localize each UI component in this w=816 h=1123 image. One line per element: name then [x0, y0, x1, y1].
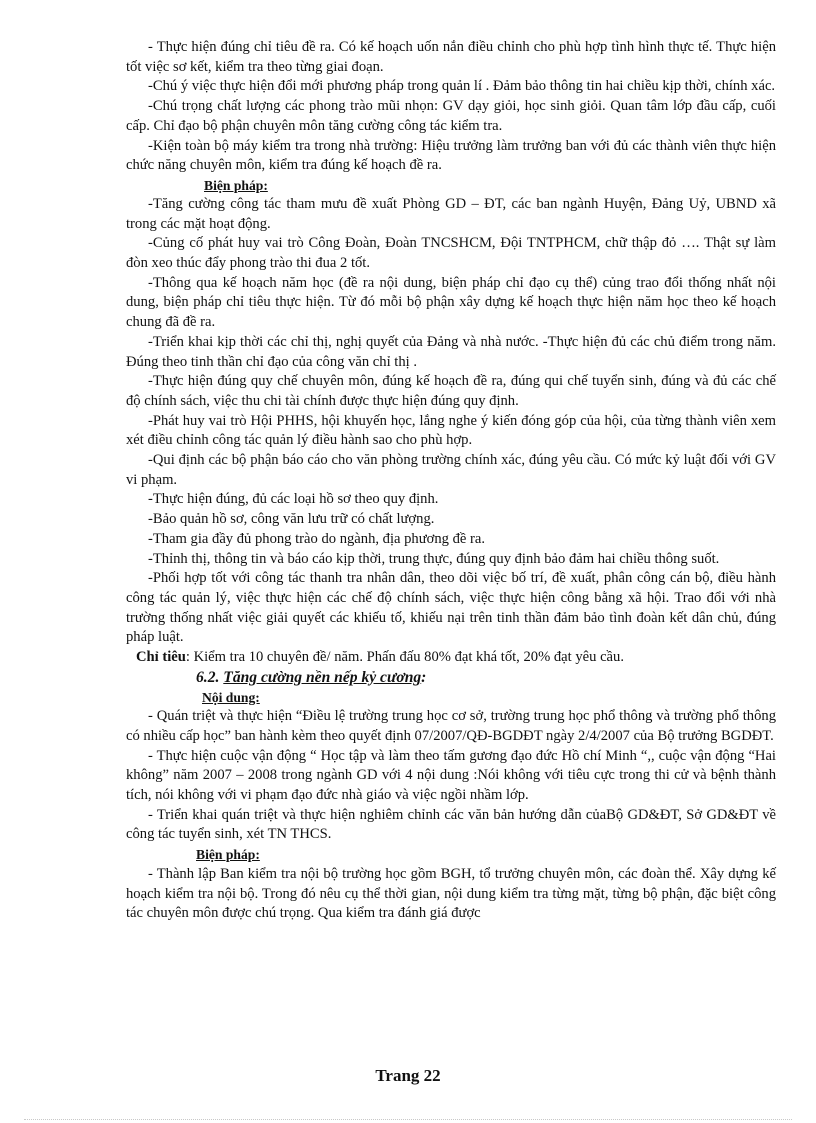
- top-paragraph-group: [126, 38, 776, 176]
- chi-tieu-text: : Kiểm tra 10 chuyên đề/ năm. Phấn đấu 80% đạt khá tốt, 20% đạt yêu cầu.: [185, 649, 624, 666]
- paragraph: - Quán triệt và thực hiện “Điều lệ trường trung học cơ sở, trường trung học phổ thông và trường phổ thông có nhiều cấp học” ban hành kèm theo quyết định 07/2007/QĐ-BGDĐT ngày 2/4/2007 của Bộ trưởng BGDĐT.: [126, 708, 776, 744]
- bien-phap-heading-2: Biện pháp:: [196, 847, 260, 863]
- paragraph: -Thông qua kế hoạch năm học (đề ra nội dung, biện pháp chỉ đạo cụ thể) củng trao đổi thống nhất nội dung, biện pháp chỉ tiêu thực hiện. Từ đó mỗi bộ phận xây dựng kế hoạch thực hiện năm học theo kế hoạch chung đã đề ra.: [126, 274, 776, 331]
- paragraph: -Phát huy vai trò Hội PHHS, hội khuyến học, lắng nghe ý kiến đóng góp của hội, của từng thành viên xem xét điều chỉnh công tác quản lý điều hành sao cho phù hợp.: [126, 412, 776, 449]
- section-colon: :: [421, 668, 427, 686]
- chi-tieu-line: [126, 648, 776, 668]
- document-body: [126, 38, 776, 924]
- paragraph: -Chú trọng chất lượng các phong trào mũi nhọn: GV dạy giỏi, học sinh giỏi. Quan tâm lớp đầu cấp, cuối cấp. Chỉ đạo bộ phận chuyên môn tăng cường công tác kiểm tra.: [126, 98, 776, 134]
- paragraph: -Qui định các bộ phận báo cáo cho văn phòng trường chính xác, đúng yêu cầu. Có mức kỷ luật đối với GV vi phạm.: [126, 452, 776, 488]
- paragraph: -Thực hiện đúng quy chế chuyên môn, đúng kế hoạch đề ra, đúng qui chế tuyển sinh, đúng và đủ các chế độ chính sách, việc thu chi tài chính được thực hiện đúng quy định.: [126, 373, 776, 409]
- paragraph: -Tham gia đầy đủ phong trào do ngành, địa phương đề ra.: [148, 530, 486, 547]
- chi-tieu-label: Chỉ tiêu: [136, 649, 186, 666]
- paragraph: -Thực hiện đúng, đủ các loại hồ sơ theo quy định.: [148, 491, 439, 508]
- paragraph: - Thực hiện cuộc vận động “ Học tập và làm theo tấm gương đạo đức Hồ chí Minh “,, cuộc vận động “Hai không” năm 2007 – 2008 trong ngành GD với 4 nội dung :Nói không với tiêu cực trong thi cử và bệnh thành tích, nói không với vi phạm đạo đức nhà giáo và việc ngồi nhầm lớp.: [126, 747, 776, 804]
- page-bottom-divider: [24, 1119, 792, 1120]
- bien-phap-2-paragraph-group: [126, 865, 776, 924]
- noi-dung-paragraph-group: [126, 707, 776, 845]
- paragraph: -Chú ý việc thực hiện đổi mới phương pháp trong quản lí . Đảm bảo thông tin hai chiều kịp thời, chính xác.: [148, 78, 776, 95]
- paragraph: -Kiện toàn bộ máy kiểm tra trong nhà trường: Hiệu trưởng làm trưởng ban với đủ các thành viên thực hiện chức năng chuyên môn, kiểm tra đúng kế hoạch đề ra.: [126, 137, 776, 174]
- page-number: Trang 22: [375, 1066, 441, 1085]
- noi-dung-heading: Nội dung:: [202, 689, 260, 705]
- section-title: Tăng cường nền nếp kỷ cương: [223, 668, 422, 686]
- bien-phap-paragraph-group: [126, 195, 776, 648]
- paragraph: -Triển khai kịp thời các chỉ thị, nghị quyết của Đảng và nhà nước. -Thực hiện đủ các chủ điểm trong năm. Đúng theo tinh thần chỉ đạo của công văn chỉ thị .: [126, 333, 776, 370]
- bien-phap-heading: Biện pháp:: [204, 177, 268, 193]
- paragraph: -Phối hợp tốt với công tác thanh tra nhân dân, theo dõi việc bố trí, đề xuất, phân công cán bộ, điều hành công tác quản lý, việc thực hiện các chế độ chính sách, việc thực hiện công bằng xã hội. Trao đổi với nhà trường thống nhất việc giải quyết các khiếu tố, khiếu nại trên tinh thần đảm bảo tình đoàn kết dân chủ, đúng pháp luật.: [126, 570, 776, 646]
- paragraph: - Thực hiện đúng chỉ tiêu đề ra. Có kế hoạch uốn nắn điều chỉnh cho phù hợp tình hình thực tế. Thực hiện tốt việc sơ kết, kiểm tra theo từng giai đoạn.: [126, 39, 776, 75]
- paragraph: -Bảo quản hồ sơ, công văn lưu trữ có chất lượng.: [148, 511, 435, 528]
- paragraph: - Triển khai quán triệt và thực hiện nghiêm chỉnh các văn bản hướng dẫn củaBộ GD&ĐT, Sở GD&ĐT về công tác tuyển sinh, xét TN THCS.: [126, 806, 776, 843]
- paragraph: -Thỉnh thị, thông tin và báo cáo kịp thời, trung thực, đúng quy định bảo đảm hai chiều thông suốt.: [148, 550, 720, 567]
- section-number: 6.2.: [196, 668, 224, 686]
- section-heading: [126, 668, 776, 688]
- paragraph: -Tăng cường công tác tham mưu đề xuất Phòng GD – ĐT, các ban ngành Huyện, Đảng Uỷ, UBND xã trong các mặt hoạt động.: [126, 195, 776, 232]
- paragraph: -Củng cố phát huy vai trò Công Đoàn, Đoàn TNCSHCM, Đội TNTPHCM, chữ thập đỏ …. Thật sự làm đòn xeo thúc đẩy phong trào thi đua 2 tốt.: [126, 235, 776, 272]
- paragraph: - Thành lập Ban kiểm tra nội bộ trường học gồm BGH, tổ trưởng chuyên môn, các đoàn thể. Xây dựng kế hoạch kiểm tra nội bộ. Trong đó nêu cụ thể thời gian, nội dung kiểm tra từng mặt, từng bộ phận, đặc biệt công tác chuyên môn được chú trọng. Qua kiểm tra đánh giá được: [126, 865, 776, 922]
